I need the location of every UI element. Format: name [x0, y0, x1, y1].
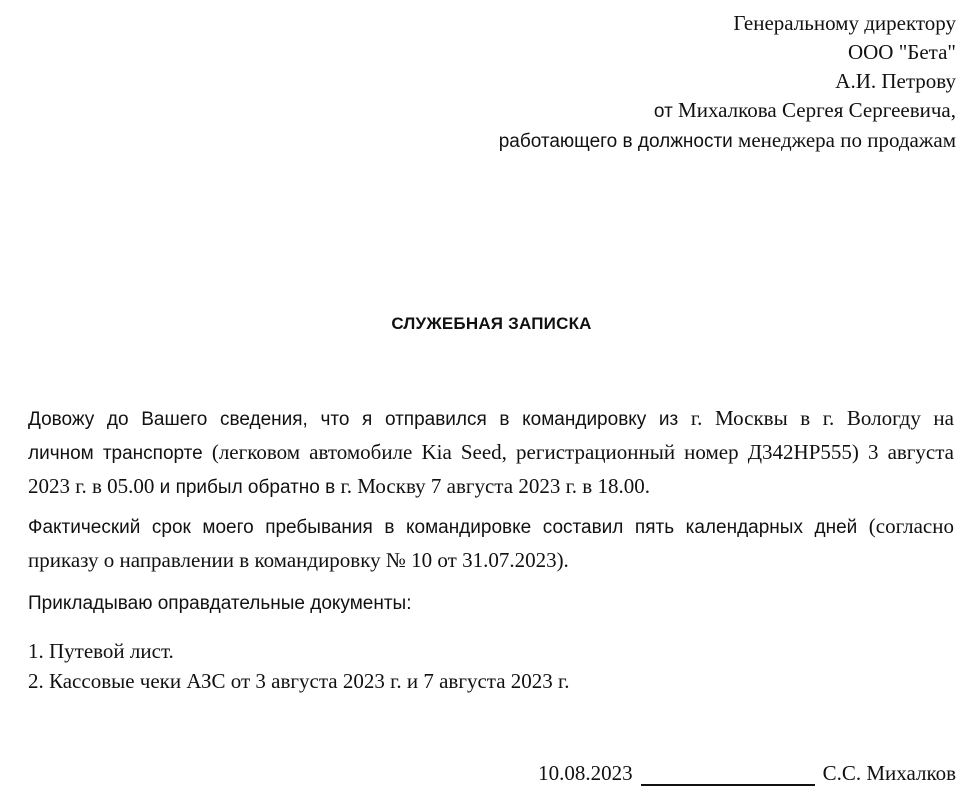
text-run: г. Москву 7 августа 2023 г. в 18.00.: [335, 474, 650, 498]
signer-name: С.С. Михалков: [822, 761, 956, 785]
paragraph-line: [28, 436, 954, 470]
addressee-position: Генеральному директору: [733, 11, 956, 35]
addressee-name: А.И. Петрову: [835, 69, 956, 93]
text-run: (согласно: [857, 514, 954, 538]
paragraph-attachments-intro: [28, 588, 954, 620]
text-run: Фактический срок моего пребывания в командировке составил пять календарных дней: [28, 517, 858, 538]
addressee-company: ООО "Бета": [847, 40, 956, 64]
paragraph-line: [28, 470, 954, 504]
paragraph-line: [28, 402, 954, 436]
sender-line: [499, 96, 956, 126]
paragraph-trip-details: [28, 402, 954, 504]
list-item: 1. Путевой лист.: [28, 639, 174, 663]
text-run: (легковом автомобиле Kia Seed, регистрационный номер Д342НР555) 3 августа: [202, 440, 954, 464]
addressee-block: [499, 9, 956, 156]
sender-position-prefix: работающего в должности: [498, 131, 733, 152]
paragraph-line: Прикладываю оправдательные документы:: [28, 593, 412, 614]
text-run: г. Москвы в г. Вологду на: [678, 406, 954, 430]
paragraph-line: приказу о направлении в командировку № 10 от 31.07.2023).: [28, 548, 569, 572]
document-title: СЛУЖЕБНАЯ ЗАПИСКА: [391, 314, 592, 333]
paragraph-line: [28, 510, 954, 544]
text-run: и прибыл обратно в: [159, 477, 336, 498]
sender-position: менеджера по продажам: [732, 128, 956, 152]
paragraph-trip-duration: [28, 510, 954, 576]
text-run: 2023 г. в 05.00: [28, 474, 160, 498]
sender-position-line: [499, 126, 956, 156]
list-item: 2. Кассовые чеки АЗС от 3 августа 2023 г. и 7 августа 2023 г.: [28, 669, 570, 693]
text-run: личном транспорте: [28, 443, 203, 464]
text-run: Довожу до Вашего сведения, что я отправился в командировку из: [28, 409, 679, 430]
signature-line: [641, 766, 815, 786]
signature-footer: [538, 761, 956, 786]
sender-name: Михалкова Сергея Сергеевича,: [672, 98, 956, 122]
memo-date: 10.08.2023: [538, 761, 633, 785]
attachments-list: [28, 636, 570, 696]
sender-prefix: от: [653, 101, 673, 122]
